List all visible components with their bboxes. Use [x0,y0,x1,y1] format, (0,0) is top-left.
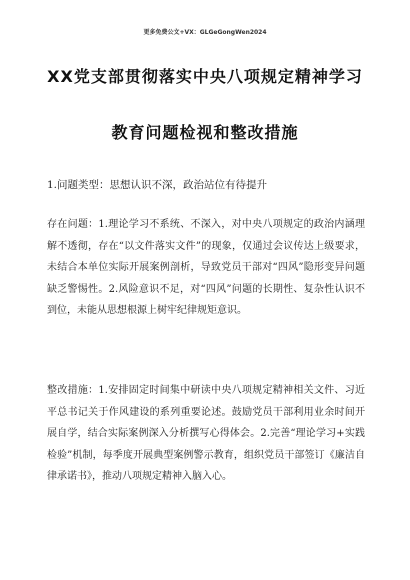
header-note: 更多免费公文+VX：GLGeGongWen2024 [143,29,267,36]
document-title-line-1: XX党支部贯彻落实中央八项规定精神学习 [47,67,363,86]
document-title-line-2: 教育问题检视和整改措施 [111,123,299,142]
rectification-paragraph: 整改措施：1.安排固定时间集中研读中央八项规定精神相关文件、习近平总书记关于作风建设的系列重要论述。鼓励党员干部利用业余时间开展自学，结合实际案例深入分析撰写心得体会。2.完善“理论学习+实践检验”机制，每季度开展典型案例警示教育，组织党员干部签订《廉洁自律承诺书》，推动八项规定精神入脑入心。 [47,385,365,482]
existing-problems-paragraph: 存在问题：1.理论学习不系统、不深入，对中央八项规定的政治内涵理解不透彻，存在“以文件落实文件”的现象，仅通过会议传达上级要求，未结合本单位实际开展案例剖析，导致党员干部对“四风”隐形变异问题缺乏警惕性。2.风险意识不足，对“四风”问题的长期性、复杂性认识不到位，未能从思想根源上树牢纪律规矩意识。 [47,219,365,316]
problem-type-heading: 1.问题类型：思想认识不深，政治站位有待提升 [47,179,268,191]
